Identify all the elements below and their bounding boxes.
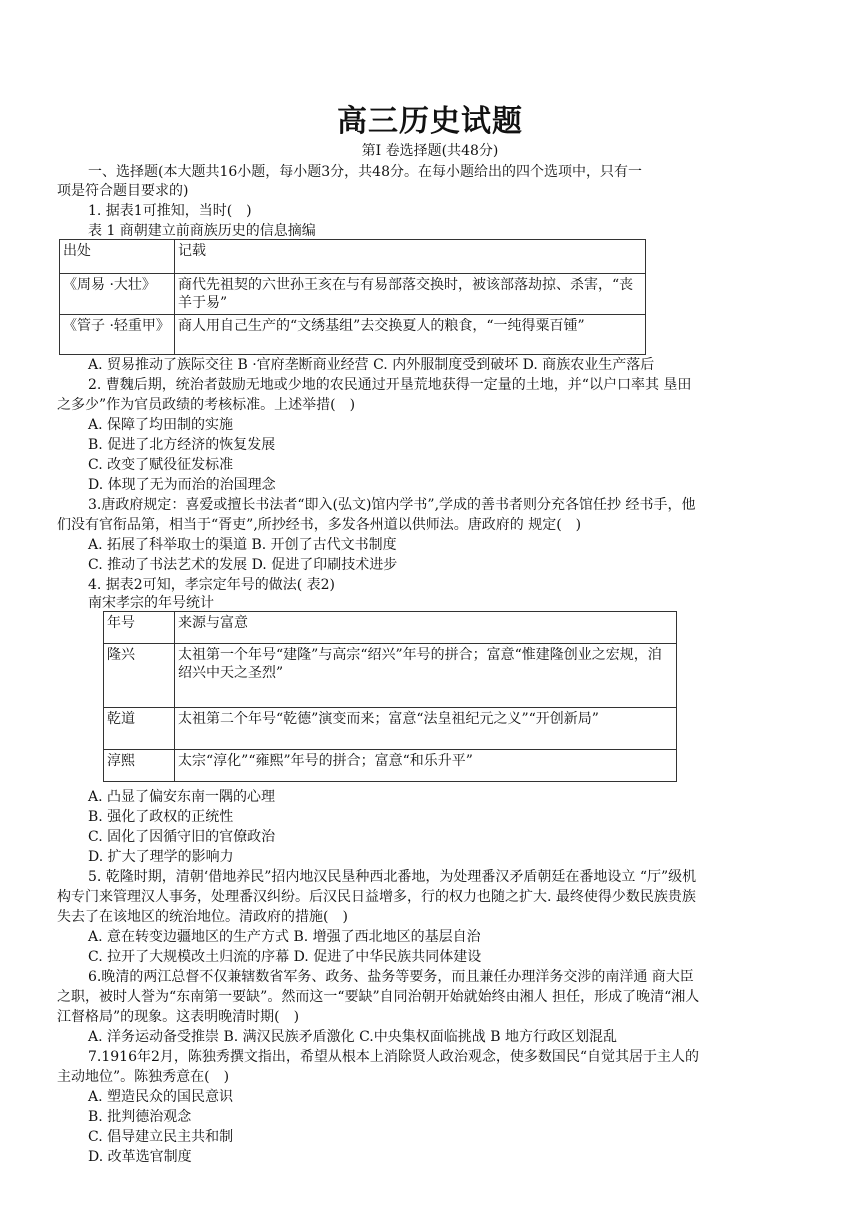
table-1-caption: 表 1 商朝建立前商族历史的信息摘编: [88, 223, 316, 239]
question-7-option: D. 改革选官制度: [88, 1149, 192, 1165]
table-cell: 隆兴: [104, 644, 175, 708]
table-cell: 《管子 ·轻重甲》: [60, 315, 175, 355]
question-7-stem-line: 主动地位”。陈独秀意在( ): [57, 1069, 230, 1085]
question-4-option: B. 强化了政权的正统性: [88, 809, 234, 825]
question-2-option: B. 促进了北方经济的恢复发展: [88, 437, 276, 453]
table-2-caption: 南宋孝宗的年号统计: [88, 595, 214, 611]
question-6-stem-line: 6.晚清的两江总督不仅兼辖数省军务、政务、盐务等要务，而且兼任办理洋务交涉的南洋通 商大臣: [88, 969, 694, 985]
question-6-stem-line: 江督格局”的现象。这表明晚清时期( ): [57, 1009, 300, 1025]
table-row: [60, 274, 646, 315]
table-cell: 太祖第一个年号“建隆”与高宗“绍兴”年号的拼合；富意“惟建隆创业之宏规，洎绍兴中天之圣烈”: [175, 644, 677, 708]
question-2-option: C. 改变了赋役征发标准: [88, 457, 234, 473]
question-7-stem-line: 7.1916年2月，陈独秀撰文指出，希望从根本上消除贤人政治观念，使多数国民“自觉其居于主人的: [88, 1049, 700, 1065]
table-cell: 乾道: [104, 708, 175, 750]
table-header-cell: 来源与富意: [175, 612, 677, 644]
question-2-stem-line: 2. 曹魏后期，统治者鼓励无地或少地的农民通过开垦荒地获得一定量的土地，并“以户口率其 垦田: [88, 377, 692, 393]
question-7-option: C. 倡导建立民主共和制: [88, 1129, 234, 1145]
question-5-options: A. 意在转变边疆地区的生产方式 B. 增强了西北地区的基层自治: [88, 929, 481, 945]
table-header-row: [104, 612, 677, 644]
table-cell: 太宗“淳化”“雍熙”年号的拼合；富意“和乐升平”: [175, 750, 677, 782]
table-cell: 商人用自己生产的“文绣基组”去交换夏人的粮食，“一纯得粟百锺”: [175, 315, 646, 355]
question-4-option: A. 凸显了偏安东南一隅的心理: [88, 789, 276, 805]
question-1-options: A. 贸易推动了族际交往 B ·官府垄断商业经营 C. 内外服制度受到破坏 D. 商族农业生产落后: [88, 357, 655, 373]
question-5-stem-line: 5. 乾隆时期，清朝‘借地养民”招内地汉民垦种西北番地，为处理番汉矛盾朝廷在番地设立 “厅”级机: [88, 869, 697, 885]
section-intro-line: 项是符合题目要求的): [57, 183, 189, 199]
table-header-row: [60, 240, 646, 274]
question-2-option: D. 体现了无为而治的治国理念: [88, 477, 276, 493]
question-5-stem-line: 构专门来管理汉人事务，处理番汉纠纷。后汉民日益增多，行的权力也随之扩大. 最终使得少数民族贵族: [57, 889, 696, 905]
question-7-option: A. 塑造民众的国民意识: [88, 1089, 234, 1105]
question-1-stem: 1. 据表1可推知，当时( ): [88, 203, 252, 219]
question-3-stem-line: 3.唐政府规定：喜爱或擅长书法者“即入(弘文)馆内学书”,学成的善书者则分充各馆任抄 经书手，他: [88, 497, 696, 513]
table-row: [60, 315, 646, 355]
table-header-cell: 记载: [175, 240, 646, 274]
question-5-stem-line: 失去了在该地区的统治地位。清政府的措施( ): [57, 909, 348, 925]
question-4-option: D. 扩大了理学的影响力: [88, 849, 234, 865]
question-6-options: A. 洋务运动备受推崇 B. 满汉民族矛盾激化 C.中央集权面临挑战 B 地方行政区划混乱: [88, 1029, 617, 1045]
table-row: [104, 708, 677, 750]
question-6-stem-line: 之职，被时人誉为“东南第一要缺”。然而这一“要缺”自同治朝开始就始终由湘人 担任，形成了晚清“湘人: [57, 989, 700, 1005]
question-5-options: C. 拉开了大规模改土归流的序幕 D. 促进了中华民族共同体建设: [88, 949, 482, 965]
table-cell: 淳熙: [104, 750, 175, 782]
table-cell: 商代先祖契的六世孙王亥在与有易部落交换时，被该部落劫掠、杀害，“丧羊于易”: [175, 274, 646, 315]
question-4-option: C. 固化了因循守旧的官僚政治: [88, 829, 276, 845]
table-header-cell: 年号: [104, 612, 175, 644]
question-3-stem-line: 们没有官衔品第，相当于“胥吏”,所抄经书，多发各州道以供师法。唐政府的 规定( ): [57, 517, 582, 533]
table-1: [59, 239, 646, 355]
table-cell: 太祖第二个年号“乾德”演变而来；富意“法皇祖纪元之义”“开创新局”: [175, 708, 677, 750]
question-3-options: A. 拓展了科举取士的渠道 B. 开创了古代文书制度: [88, 537, 397, 553]
paper-section-heading: 第Ⅰ 卷选择题(共48分): [361, 143, 499, 159]
section-intro-line: 一、选择题(本大题共16小题，每小题3分，共48分。在每小题给出的四个选项中，只有一: [88, 164, 642, 180]
question-3-options: C. 推动了书法艺术的发展 D. 促进了印刷技术进步: [88, 557, 398, 573]
exam-title: 高三历史试题: [337, 104, 523, 139]
table-2: [103, 611, 677, 782]
table-row: [104, 750, 677, 782]
question-2-stem-line: 之多少”作为官员政绩的考核标准。上述举措( ): [57, 397, 356, 413]
table-row: [104, 644, 677, 708]
question-4-stem: 4. 据表2可知，孝宗定年号的做法( 表2): [88, 577, 335, 593]
table-header-cell: 出处: [60, 240, 175, 274]
question-7-option: B. 批判德治观念: [88, 1109, 192, 1125]
question-2-option: A. 保障了均田制的实施: [88, 417, 234, 433]
table-cell: 《周易 ·大壮》: [60, 274, 175, 315]
